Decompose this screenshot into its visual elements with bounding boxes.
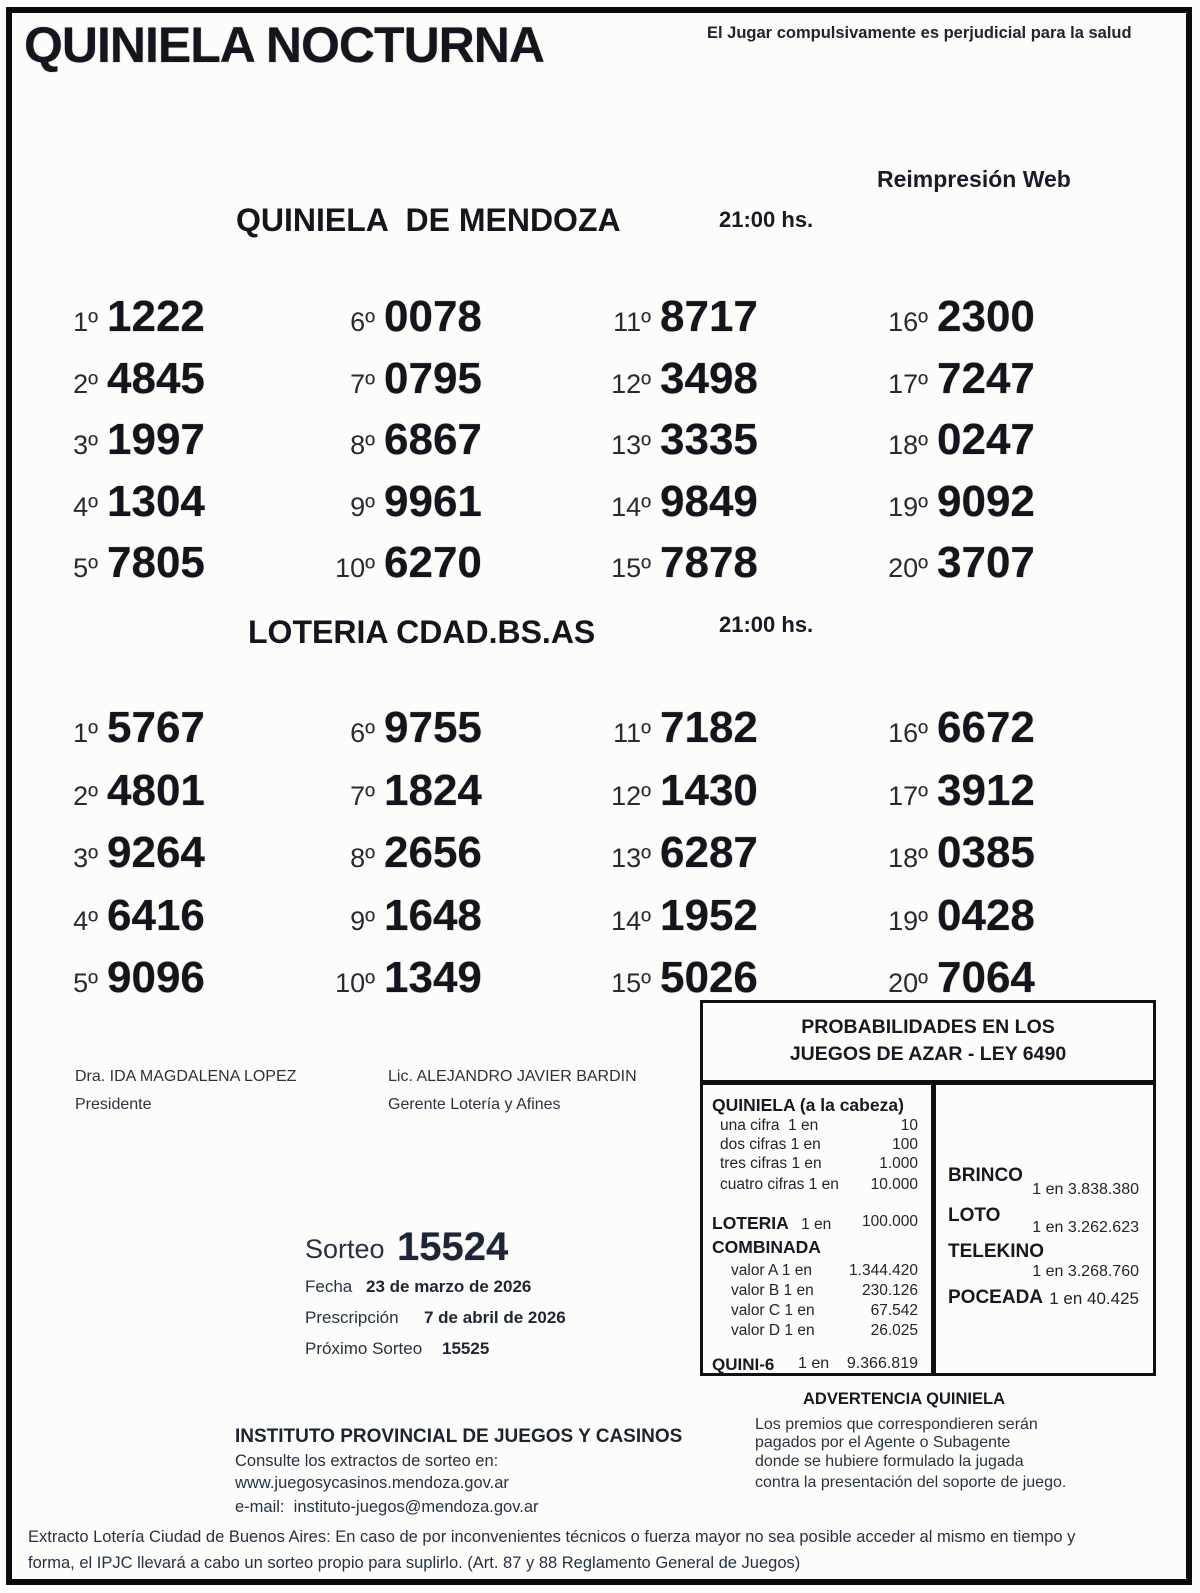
odds-row — [731, 1262, 918, 1280]
result-row — [43, 538, 205, 600]
result-position: 19º — [888, 905, 928, 936]
result-row — [320, 703, 482, 766]
result-number: 9961 — [384, 476, 482, 526]
telekino-label: TELEKINO — [948, 1241, 1045, 1262]
result-row — [873, 354, 1035, 416]
fecha-label: Fecha — [305, 1277, 353, 1296]
result-number: 6867 — [384, 415, 482, 464]
health-warning: El Jugar compulsivamente es perjudicial para la salud — [707, 24, 1132, 42]
result-row — [43, 766, 205, 829]
result-row — [596, 538, 758, 600]
result-row — [596, 415, 758, 477]
president-role: Presidente — [75, 1096, 152, 1113]
result-row — [596, 766, 758, 829]
result-row — [596, 292, 758, 354]
advertencia-line: Los premios que correspondieren serán — [755, 1416, 1038, 1433]
result-position: 3º — [73, 430, 98, 460]
sorteo-label: Sorteo — [305, 1234, 385, 1264]
result-number: 5026 — [660, 953, 758, 1002]
result-position: 16º — [888, 718, 928, 748]
result-row — [596, 354, 758, 416]
odds-value: 26.025 — [870, 1322, 918, 1339]
result-number: 1349 — [384, 953, 482, 1002]
result-number: 2300 — [937, 292, 1035, 341]
result-position: 17º — [888, 368, 928, 399]
institute-email: e-mail: instituto-juegos@mendoza.gov.ar — [235, 1498, 539, 1516]
bsas-heading: LOTERIA CDAD.BS.AS — [248, 614, 596, 650]
result-position: 20º — [888, 968, 928, 998]
result-position: 8º — [350, 843, 375, 873]
prescripcion-value: 7 de abril de 2026 — [424, 1308, 566, 1327]
bsas-column-3 — [596, 703, 758, 1016]
bsas-time: 21:00 hs. — [719, 612, 814, 637]
president-name: Dra. IDA MAGDALENA LOPEZ — [75, 1068, 297, 1085]
result-number: 3707 — [937, 538, 1035, 587]
result-number: 1648 — [384, 890, 482, 940]
result-position: 14º — [611, 491, 651, 522]
proximo-sorteo-value: 15525 — [442, 1339, 490, 1358]
result-row — [873, 415, 1035, 477]
result-row — [873, 828, 1035, 891]
advertencia-line: donde se hubiere formulado la jugada — [755, 1453, 1024, 1470]
manager-role: Gerente Lotería y Afines — [388, 1096, 561, 1113]
odds-value: 1.000 — [879, 1155, 918, 1172]
probabilities-title — [703, 1003, 1153, 1085]
result-number: 0428 — [937, 890, 1035, 940]
odds-row — [731, 1322, 918, 1340]
footer-line: forma, el IPJC llevará a cabo un sorteo propio para suplirlo. (Art. 87 y 88 Reglamento General de Juegos) — [28, 1554, 801, 1572]
mendoza-heading: QUINIELA DE MENDOZA — [236, 202, 621, 238]
advertencia-line: pagados por el Agente o Subagente — [755, 1434, 1011, 1451]
loteria-odds-value: 100.000 — [861, 1213, 918, 1230]
result-number: 8717 — [660, 292, 758, 341]
result-number: 5767 — [107, 703, 205, 752]
result-row — [320, 953, 482, 1016]
page-title: QUINIELA NOCTURNA — [24, 17, 545, 73]
brinco-odds: 1 en 3.838.380 — [1032, 1181, 1139, 1198]
result-position: 5º — [73, 553, 98, 583]
result-position: 14º — [611, 905, 651, 936]
result-number: 9264 — [107, 828, 205, 877]
result-row — [43, 828, 205, 891]
quini6-odds-row — [712, 1355, 918, 1375]
odds-row — [720, 1176, 918, 1194]
result-number: 3498 — [660, 353, 758, 403]
bsas-column-2 — [320, 703, 482, 1016]
result-number: 1997 — [107, 415, 205, 464]
loto-odds: 1 en 3.262.623 — [1032, 1219, 1139, 1236]
result-number: 4845 — [107, 353, 205, 403]
result-row — [43, 354, 205, 416]
loteria-odds-row — [712, 1213, 918, 1234]
result-row — [320, 766, 482, 829]
odds-label: dos cifras 1 en — [720, 1136, 821, 1153]
result-row — [873, 703, 1035, 766]
prescripcion-label: Prescripción — [305, 1308, 399, 1327]
result-position: 6º — [350, 307, 375, 337]
manager-name: Lic. ALEJANDRO JAVIER BARDIN — [388, 1068, 637, 1085]
institute-website: www.juegosycasinos.mendoza.gov.ar — [235, 1474, 509, 1492]
odds-label: valor A 1 en — [731, 1262, 813, 1279]
loteria-odds-mid: 1 en — [801, 1216, 832, 1233]
mendoza-column-3 — [596, 292, 758, 600]
result-position: 12º — [611, 368, 651, 399]
result-position: 15º — [611, 968, 651, 998]
result-number: 9096 — [107, 953, 205, 1002]
result-position: 7º — [350, 368, 375, 399]
result-number: 1222 — [107, 292, 205, 341]
result-number: 1824 — [384, 765, 482, 815]
proximo-sorteo-label: Próximo Sorteo — [305, 1339, 423, 1358]
result-row — [873, 538, 1035, 600]
result-position: 18º — [888, 843, 928, 873]
result-position: 9º — [350, 491, 375, 522]
result-position: 1º — [73, 307, 98, 337]
mendoza-column-4 — [873, 292, 1035, 600]
odds-value: 10 — [900, 1117, 918, 1134]
result-row — [320, 828, 482, 891]
result-row — [43, 703, 205, 766]
result-number: 0078 — [384, 292, 482, 341]
result-number: 9092 — [937, 476, 1035, 526]
quiniela-odds-heading: QUINIELA (a la cabeza) — [712, 1095, 904, 1115]
quini6-label: QUINI-6 — [712, 1355, 775, 1374]
odds-row — [731, 1302, 918, 1320]
result-row — [320, 292, 482, 354]
result-position: 11º — [613, 307, 651, 337]
result-row — [596, 828, 758, 891]
result-position: 4º — [73, 491, 98, 522]
result-position: 1º — [73, 718, 98, 748]
result-number: 7064 — [937, 953, 1035, 1002]
odds-label: valor C 1 en — [731, 1302, 815, 1319]
footer-line: Extracto Lotería Ciudad de Buenos Aires: En caso de por inconvenientes técnicos o fuerza mayor no sea posible acceder al mismo en tiempo y — [28, 1528, 1076, 1546]
result-row — [596, 891, 758, 954]
result-row — [43, 292, 205, 354]
odds-label: valor B 1 en — [731, 1282, 814, 1299]
quini6-value: 9.366.819 — [846, 1355, 918, 1372]
result-number: 1952 — [660, 890, 758, 940]
sorteo-number: 15524 — [397, 1225, 509, 1269]
result-number: 3335 — [660, 415, 758, 464]
brinco-label: BRINCO — [948, 1165, 1023, 1186]
result-row — [873, 766, 1035, 829]
result-number: 4801 — [107, 765, 205, 815]
result-number: 0795 — [384, 353, 482, 403]
result-position: 8º — [350, 430, 375, 460]
result-number: 7247 — [937, 353, 1035, 403]
result-number: 6270 — [384, 538, 482, 587]
result-number: 9849 — [660, 476, 758, 526]
odds-value: 230.126 — [861, 1282, 918, 1299]
result-position: 16º — [888, 307, 928, 337]
result-number: 6416 — [107, 890, 205, 940]
result-number: 3912 — [937, 765, 1035, 815]
result-position: 13º — [611, 430, 651, 460]
bsas-column-4 — [873, 703, 1035, 1016]
result-position: 18º — [888, 430, 928, 460]
result-position: 6º — [350, 718, 375, 748]
probabilities-title-line2: JUEGOS DE AZAR - LEY 6490 — [789, 1043, 1067, 1065]
column-divider — [931, 1085, 936, 1373]
odds-label: tres cifras 1 en — [720, 1155, 822, 1172]
web-reprint-label: Reimpresión Web — [877, 166, 1071, 192]
odds-value: 10.000 — [870, 1176, 918, 1193]
odds-row — [731, 1282, 918, 1300]
odds-label: una cifra 1 en — [720, 1117, 819, 1134]
result-position: 3º — [73, 843, 98, 873]
result-row — [596, 703, 758, 766]
institute-name: INSTITUTO PROVINCIAL DE JUEGOS Y CASINOS — [235, 1426, 683, 1447]
result-number: 7878 — [660, 538, 758, 587]
result-position: 5º — [73, 968, 98, 998]
poceada-label: POCEADA — [948, 1287, 1044, 1308]
result-position: 9º — [350, 905, 375, 936]
odds-label: valor D 1 en — [731, 1322, 815, 1339]
result-position: 12º — [611, 780, 651, 811]
result-position: 13º — [611, 843, 651, 873]
result-position: 4º — [73, 905, 98, 936]
result-row — [320, 477, 482, 539]
loteria-odds-label: LOTERIA — [712, 1213, 789, 1233]
advertencia-line: contra la presentación del soporte de juego. — [755, 1474, 1067, 1491]
odds-row — [720, 1155, 918, 1173]
result-position: 2º — [73, 780, 98, 811]
mendoza-time: 21:00 hs. — [719, 207, 814, 232]
result-position: 15º — [611, 553, 651, 583]
odds-row — [720, 1117, 918, 1135]
result-number: 9755 — [384, 703, 482, 752]
result-row — [596, 477, 758, 539]
result-number: 0385 — [937, 828, 1035, 877]
telekino-odds: 1 en 3.268.760 — [1032, 1263, 1139, 1280]
fecha-value: 23 de marzo de 2026 — [366, 1277, 532, 1296]
result-row — [43, 891, 205, 954]
result-position: 17º — [888, 780, 928, 811]
result-number: 7182 — [660, 703, 758, 752]
result-number: 1430 — [660, 765, 758, 815]
result-row — [320, 538, 482, 600]
result-number: 6672 — [937, 703, 1035, 752]
odds-value: 67.542 — [870, 1302, 918, 1319]
institute-consult-line: Consulte los extractos de sorteo en: — [235, 1452, 499, 1470]
odds-row — [720, 1136, 918, 1154]
result-position: 7º — [350, 780, 375, 811]
result-row — [320, 891, 482, 954]
result-number: 2656 — [384, 828, 482, 877]
poceada-odds: 1 en 40.425 — [1049, 1289, 1139, 1308]
result-number: 7805 — [107, 538, 205, 587]
combinada-heading: COMBINADA — [712, 1237, 821, 1257]
quini6-mid: 1 en — [798, 1355, 830, 1372]
probabilities-title-line1: PROBABILIDADES EN LOS — [801, 1016, 1055, 1038]
odds-label: cuatro cifras 1 en — [720, 1176, 839, 1193]
result-number: 1304 — [107, 476, 205, 526]
result-position: 19º — [888, 491, 928, 522]
result-row — [873, 477, 1035, 539]
advertencia-title: ADVERTENCIA QUINIELA — [803, 1390, 1005, 1408]
bsas-column-1 — [43, 703, 205, 1016]
loto-label: LOTO — [948, 1205, 1001, 1226]
result-row — [873, 891, 1035, 954]
result-row — [320, 354, 482, 416]
result-row — [320, 415, 482, 477]
mendoza-column-1 — [43, 292, 205, 600]
result-row — [43, 415, 205, 477]
probabilities-box — [700, 1000, 1156, 1376]
result-row — [873, 292, 1035, 354]
result-position: 10º — [335, 553, 375, 583]
result-position: 11º — [613, 718, 651, 748]
result-row — [43, 477, 205, 539]
result-position: 20º — [888, 553, 928, 583]
result-number: 0247 — [937, 415, 1035, 464]
mendoza-column-2 — [320, 292, 482, 600]
result-position: 2º — [73, 368, 98, 399]
result-row — [43, 953, 205, 1016]
odds-value: 1.344.420 — [849, 1262, 918, 1279]
result-number: 6287 — [660, 828, 758, 877]
result-position: 10º — [335, 968, 375, 998]
odds-value: 100 — [892, 1136, 918, 1153]
